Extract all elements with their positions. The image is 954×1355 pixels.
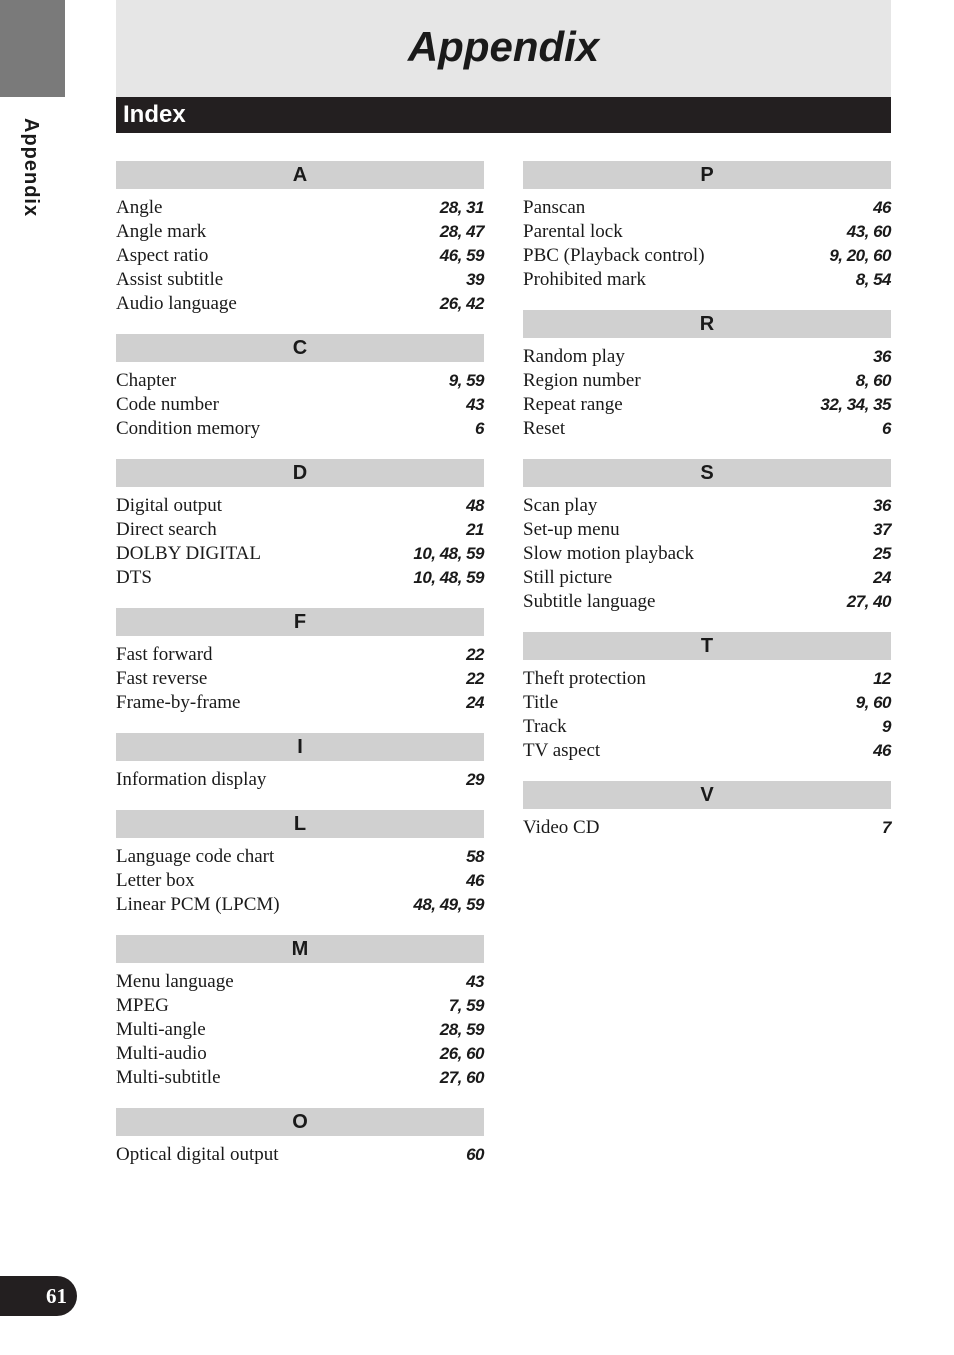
section-title: Index [123, 101, 186, 128]
index-term: Scan play [523, 495, 598, 516]
index-pages: 36 [873, 347, 891, 366]
letter-header: D [116, 459, 484, 487]
index-entry [116, 220, 484, 244]
letter-header: I [116, 733, 484, 761]
index-term: Angle [116, 197, 163, 218]
index-term: Video CD [523, 817, 600, 838]
index-entry [116, 1042, 484, 1066]
index-pages: 6 [475, 419, 484, 438]
letter-header: M [116, 935, 484, 963]
index-entry [116, 845, 484, 869]
index-group-c [116, 334, 484, 441]
index-entry [523, 816, 891, 840]
index-group-t [523, 632, 891, 763]
index-term: TV aspect [523, 740, 601, 761]
index-entry [116, 542, 484, 566]
index-group-i [116, 733, 484, 792]
index-entry [116, 1143, 484, 1167]
section-bar [116, 97, 891, 133]
index-term: Track [523, 716, 567, 737]
letter-header: F [116, 608, 484, 636]
index-group-a [116, 161, 484, 316]
index-column-left [116, 161, 484, 1185]
index-entry [116, 1066, 484, 1090]
index-term: Assist subtitle [116, 269, 224, 290]
index-pages: 12 [873, 669, 891, 688]
index-pages: 48 [466, 496, 484, 515]
index-term: Panscan [523, 197, 586, 218]
index-term: Frame-by-frame [116, 692, 241, 713]
index-entry [116, 994, 484, 1018]
index-pages: 9, 20, 60 [829, 246, 891, 265]
index-term: Prohibited mark [523, 269, 646, 290]
index-pages: 32, 34, 35 [820, 395, 891, 414]
index-entry [116, 518, 484, 542]
letter-header: P [523, 161, 891, 189]
index-pages: 37 [873, 520, 891, 539]
index-entry [523, 369, 891, 393]
index-pages: 28, 59 [439, 1020, 484, 1039]
index-pages: 39 [466, 270, 484, 289]
letter-header: T [523, 632, 891, 660]
index-term: Title [523, 692, 559, 713]
index-group-s [523, 459, 891, 614]
index-term: Multi-subtitle [116, 1067, 221, 1088]
letter-header: C [116, 334, 484, 362]
index-term: Language code chart [116, 846, 275, 867]
index-entry [523, 566, 891, 590]
index-pages: 22 [466, 669, 484, 688]
index-entry [523, 196, 891, 220]
index-pages: 46 [466, 871, 484, 890]
index-entry [523, 667, 891, 691]
index-term: Theft protection [523, 668, 646, 689]
index-term: Subtitle language [523, 591, 656, 612]
index-entry [523, 715, 891, 739]
index-entry [523, 739, 891, 763]
index-term: Condition memory [116, 418, 261, 439]
index-term: Aspect ratio [116, 245, 209, 266]
index-group-d [116, 459, 484, 590]
letter-header: S [523, 459, 891, 487]
index-entry [116, 566, 484, 590]
index-group-m [116, 935, 484, 1090]
index-entry [116, 691, 484, 715]
index-column-right [523, 161, 891, 858]
index-entry [116, 970, 484, 994]
index-entry [116, 1018, 484, 1042]
index-entry [523, 345, 891, 369]
index-entry [116, 196, 484, 220]
index-pages: 10, 48, 59 [413, 544, 484, 563]
letter-header: L [116, 810, 484, 838]
index-entry [116, 667, 484, 691]
letter-header: A [116, 161, 484, 189]
index-pages: 48, 49, 59 [413, 895, 484, 914]
index-term: Multi-audio [116, 1043, 207, 1064]
index-pages: 27, 40 [846, 592, 891, 611]
index-term: Random play [523, 346, 625, 367]
index-pages: 24 [873, 568, 891, 587]
index-entry [523, 268, 891, 292]
index-pages: 46 [873, 741, 891, 760]
index-entry [523, 590, 891, 614]
index-group-r [523, 310, 891, 441]
index-pages: 9, 59 [448, 371, 484, 390]
index-pages: 28, 47 [439, 222, 484, 241]
index-pages: 46, 59 [439, 246, 484, 265]
index-entry [116, 393, 484, 417]
index-pages: 27, 60 [439, 1068, 484, 1087]
index-entry [116, 292, 484, 316]
index-term: Code number [116, 394, 219, 415]
index-entry [523, 417, 891, 441]
index-term: Parental lock [523, 221, 623, 242]
index-term: Multi-angle [116, 1019, 206, 1040]
title-band [116, 0, 891, 97]
index-pages: 9 [882, 717, 891, 736]
index-pages: 26, 42 [439, 294, 484, 313]
index-entry [116, 417, 484, 441]
index-pages: 43 [466, 972, 484, 991]
index-term: Letter box [116, 870, 195, 891]
index-term: Optical digital output [116, 1144, 279, 1165]
index-term: Information display [116, 769, 267, 790]
index-pages: 29 [466, 770, 484, 789]
index-group-l [116, 810, 484, 917]
index-term: Still picture [523, 567, 613, 588]
index-entry [116, 369, 484, 393]
index-pages: 10, 48, 59 [413, 568, 484, 587]
index-pages: 43 [466, 395, 484, 414]
index-term: Menu language [116, 971, 234, 992]
index-term: Angle mark [116, 221, 207, 242]
letter-header: R [523, 310, 891, 338]
index-term: DTS [116, 567, 152, 588]
index-term: Digital output [116, 495, 223, 516]
index-entry [116, 869, 484, 893]
page-number-tab [0, 1276, 77, 1316]
index-pages: 26, 60 [439, 1044, 484, 1063]
index-group-f [116, 608, 484, 715]
index-term: Fast reverse [116, 668, 208, 689]
index-term: MPEG [116, 995, 169, 1016]
index-term: Region number [523, 370, 641, 391]
index-pages: 6 [882, 419, 891, 438]
index-entry [523, 691, 891, 715]
index-term: DOLBY DIGITAL [116, 543, 261, 564]
index-group-o [116, 1108, 484, 1167]
index-entry [116, 244, 484, 268]
index-term: Direct search [116, 519, 217, 540]
index-term: PBC (Playback control) [523, 245, 705, 266]
letter-header: O [116, 1108, 484, 1136]
index-term: Set-up menu [523, 519, 620, 540]
page-number: 61 [46, 1284, 67, 1308]
index-entry [523, 393, 891, 417]
index-pages: 43, 60 [846, 222, 891, 241]
index-group-v [523, 781, 891, 840]
index-pages: 7 [882, 818, 891, 837]
index-entry [523, 518, 891, 542]
index-group-p [523, 161, 891, 292]
index-entry [523, 542, 891, 566]
index-entry [116, 893, 484, 917]
index-pages: 8, 60 [855, 371, 891, 390]
index-term: Chapter [116, 370, 177, 391]
index-term: Audio language [116, 293, 237, 314]
index-entry [523, 494, 891, 518]
index-entry [116, 268, 484, 292]
index-entry [523, 244, 891, 268]
index-term: Slow motion playback [523, 543, 694, 564]
index-pages: 21 [466, 520, 484, 539]
index-entry [116, 494, 484, 518]
index-term: Fast forward [116, 644, 213, 665]
index-pages: 9, 60 [855, 693, 891, 712]
index-pages: 24 [466, 693, 484, 712]
index-term: Repeat range [523, 394, 623, 415]
index-pages: 58 [466, 847, 484, 866]
index-pages: 28, 31 [439, 198, 484, 217]
index-pages: 36 [873, 496, 891, 515]
page-title: Appendix [407, 23, 600, 70]
index-entry [116, 643, 484, 667]
index-pages: 25 [873, 544, 891, 563]
index-pages: 22 [466, 645, 484, 664]
side-label: Appendix [20, 118, 42, 218]
index-entry [523, 220, 891, 244]
index-term: Linear PCM (LPCM) [116, 894, 280, 915]
index-pages: 60 [466, 1145, 484, 1164]
index-pages: 7, 59 [448, 996, 484, 1015]
index-term: Reset [523, 418, 566, 439]
side-tab [0, 0, 65, 97]
index-entry [116, 768, 484, 792]
letter-header: V [523, 781, 891, 809]
index-pages: 46 [873, 198, 891, 217]
index-pages: 8, 54 [855, 270, 891, 289]
